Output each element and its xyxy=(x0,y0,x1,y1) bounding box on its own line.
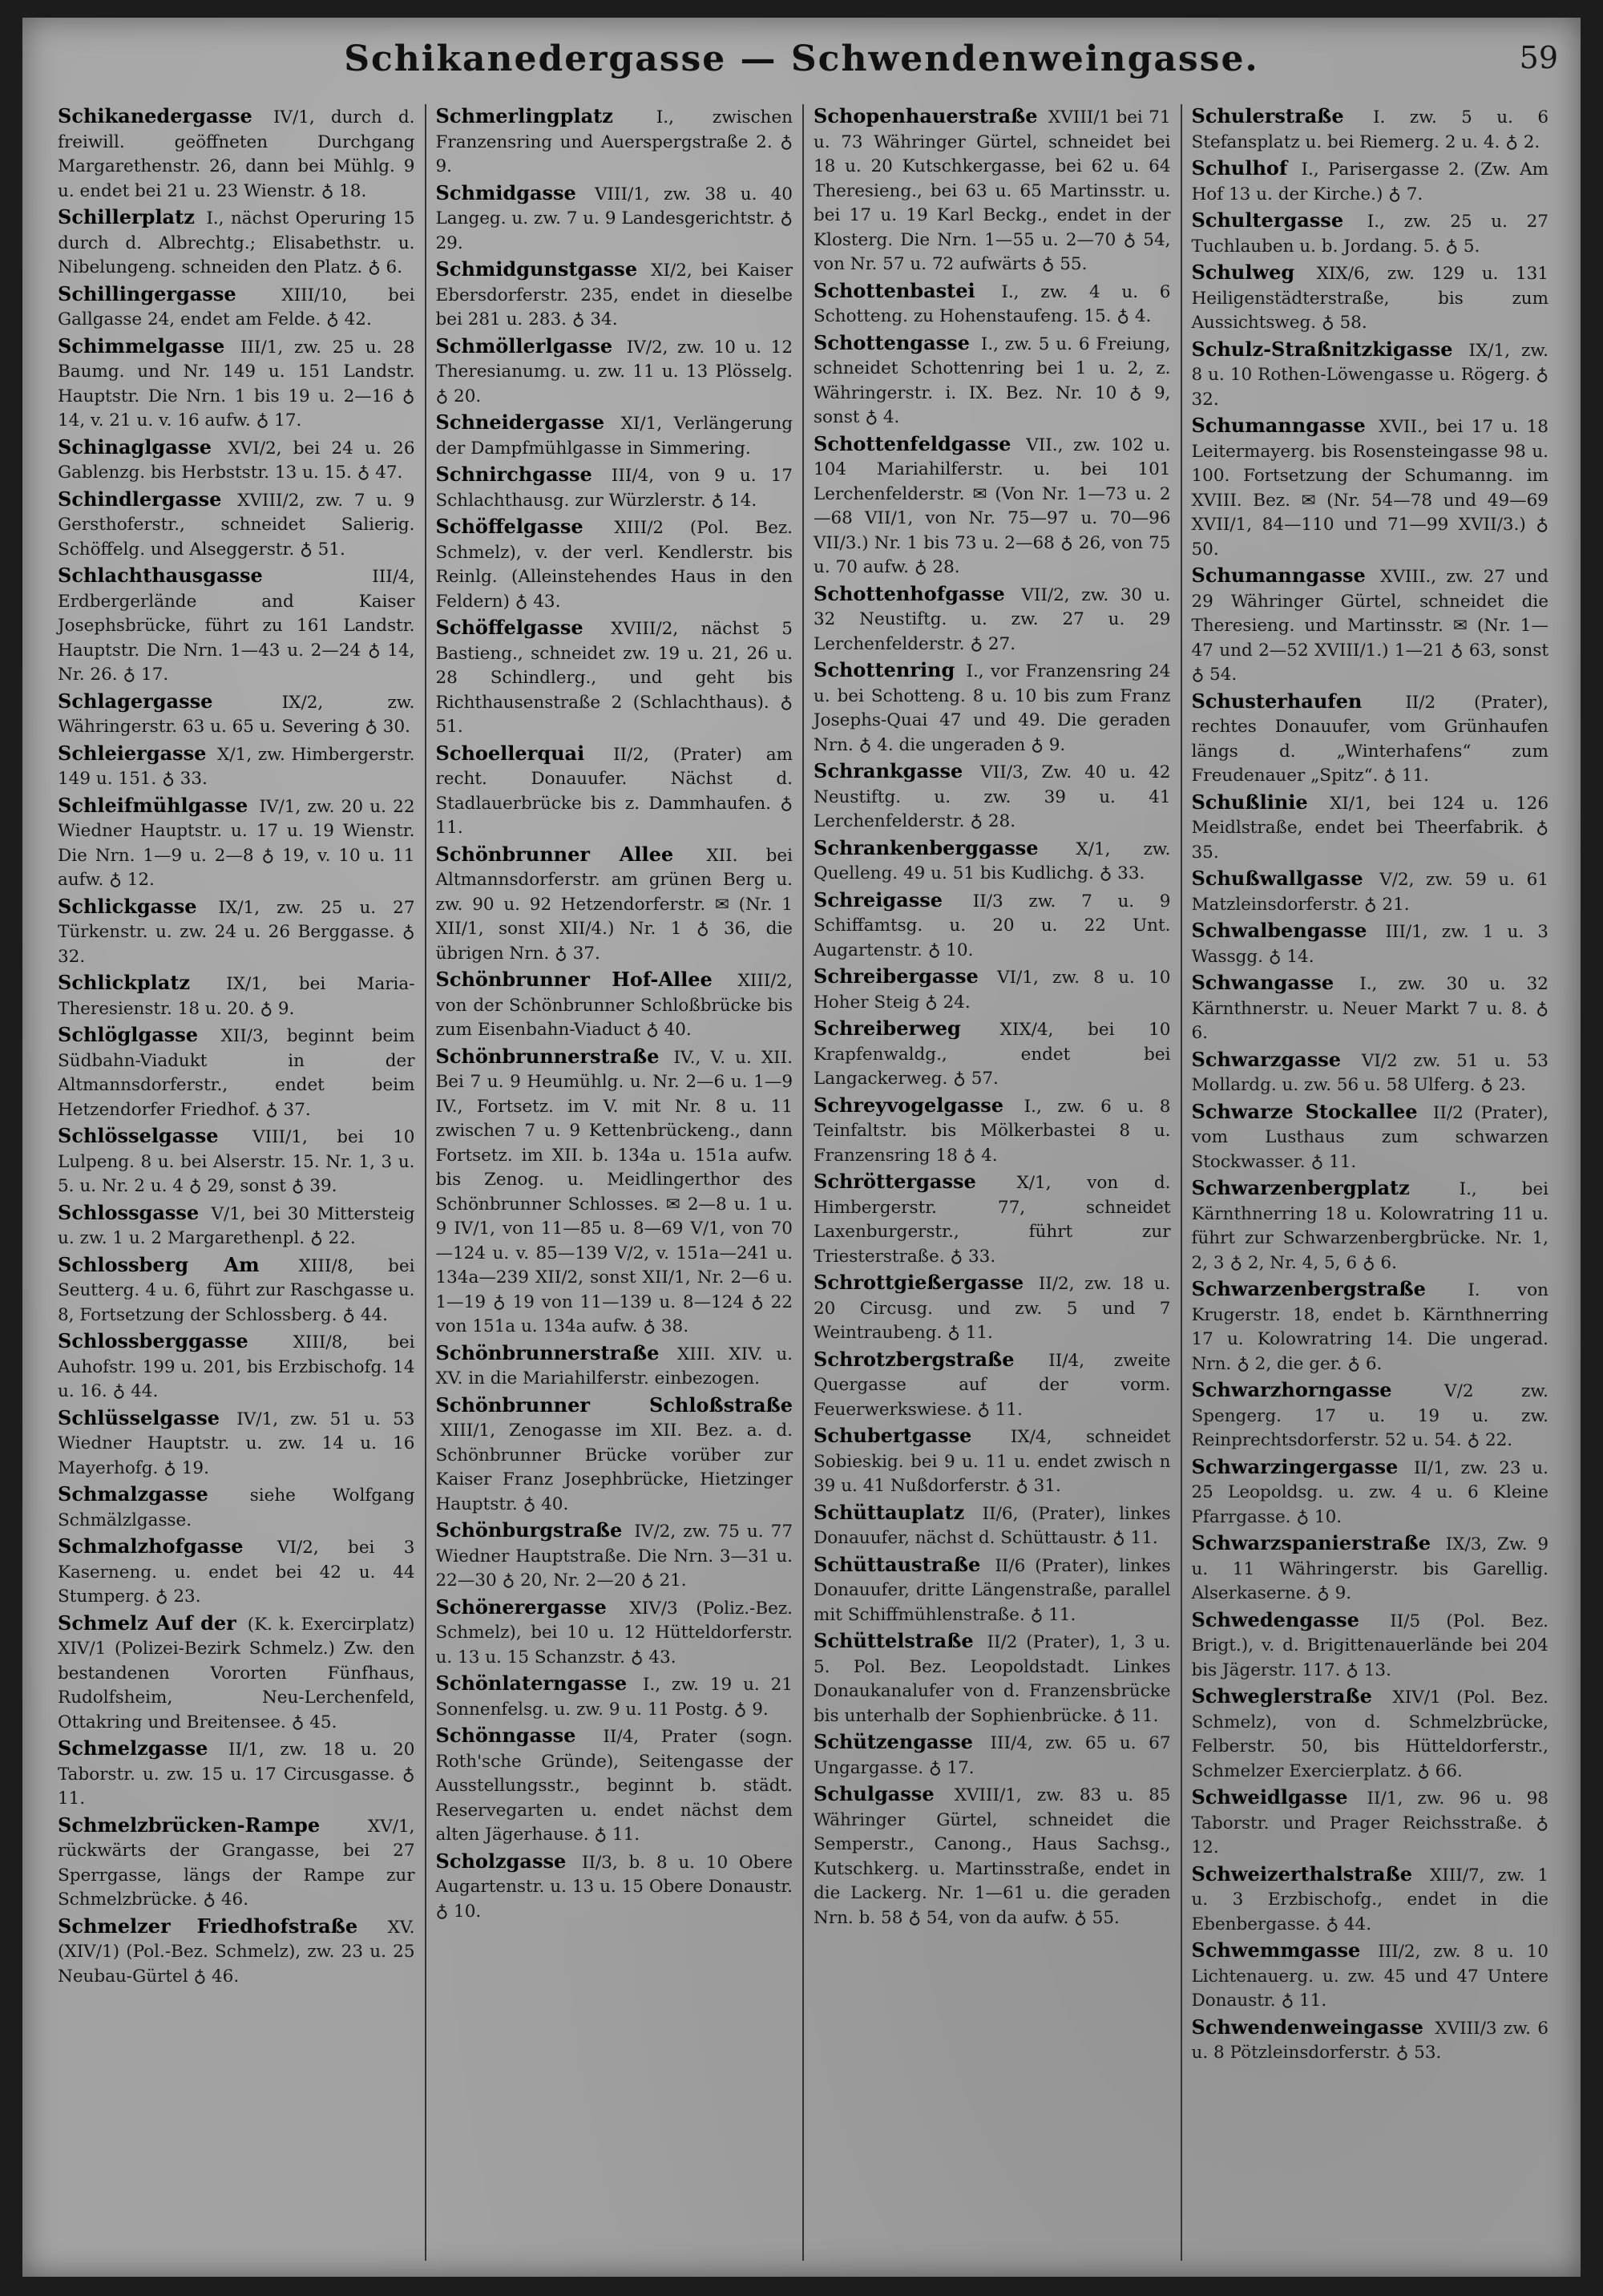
street-name: Schrankenberggasse xyxy=(814,835,1039,859)
street-entry xyxy=(436,843,793,967)
street-name: Schwalbengasse xyxy=(1191,919,1367,942)
street-name: Schwarzenbergstraße xyxy=(1191,1277,1426,1300)
street-description: II/2, (Prater) am recht. Donauufer. Nächst d. Stadlauerbrücke bis z. Dammhaufen. ♁ 11. xyxy=(435,744,793,838)
street-description: IX/1, zw. 8 u. 10 Rothen-Löwengasse u. Rögerg. ♁ 32. xyxy=(1191,340,1548,410)
street-description: IV/2, zw. 10 u. 12 Theresianumg. u. zw. 11 u. 13 Plösselg. ♁ 20. xyxy=(435,337,793,406)
street-name: Schottenring xyxy=(814,658,955,681)
street-description: IX/2, zw. Währingerstr. 63 u. 65 u. Severing ♁ 30. xyxy=(58,692,415,737)
street-entry xyxy=(436,257,793,333)
street-description: XI/1, Verlängerung der Dampfmühlgasse in Simmering. xyxy=(435,414,793,459)
street-name: Schwarzenbergplatz xyxy=(1191,1176,1410,1199)
street-entry xyxy=(1192,261,1549,336)
street-entry xyxy=(814,1553,1171,1628)
street-name: Schulz-Straßnitzkigasse xyxy=(1191,337,1453,361)
street-description: II/4, zweite Quergasse auf der vorm. Feuerwerkswiese. ♁ 11. xyxy=(814,1350,1171,1420)
street-entry xyxy=(1192,971,1549,1046)
street-description: XIV/3 (Poliz.-Bez. Schmelz), bei 10 u. 12 Hütteldorferstr. u. 13 u. 15 Schanzstr. ♁ 43. xyxy=(435,1598,793,1667)
street-description: VI/2 zw. 51 u. 53 Mollardg. u. zw. 56 u. 58 Ulferg. ♁ 23. xyxy=(1191,1050,1548,1095)
street-description: IX/3, Zw. 9 u. 11 Währingerstr. bis Garellig. Alserkaserne. ♁ 9. xyxy=(1191,1534,1548,1603)
street-description: siehe Wolfgang Schmälzlgasse. xyxy=(58,1486,415,1530)
street-entry xyxy=(814,836,1171,887)
street-entry xyxy=(436,1045,793,1340)
street-entry xyxy=(58,1482,415,1533)
street-entry xyxy=(436,742,793,841)
street-name: Schwarzhorngasse xyxy=(1191,1378,1392,1401)
street-description: I., zw. 19 u. 21 Sonnenfelsg. u. zw. 9 u. 11 Postg. ♁ 9. xyxy=(435,1675,793,1720)
street-entry xyxy=(58,205,415,281)
street-description: XVIII/2, zw. 7 u. 9 Gersthoferstr., schneidet Salierig. Schöffelg. und Alseggerstr. ♁ 51. xyxy=(58,490,415,560)
street-name: Schönburgstraße xyxy=(435,1518,623,1542)
street-name: Schottenbastei xyxy=(814,278,975,302)
page-number: 59 xyxy=(1519,40,1558,75)
street-name: Schmerlingplatz xyxy=(435,104,613,127)
street-name: Schumanngasse xyxy=(1191,564,1366,587)
street-entry xyxy=(1192,2015,1549,2066)
street-description: IX/1, bei Maria-Theresienstr. 18 u. 20. ♁ 9. xyxy=(58,974,415,1019)
street-description: XVIII., zw. 27 und 29 Währinger Gürtel, schneidet die Theresieng. und Martinsstr. ✉ (Nr. 1—47 und 2—52 XVIII/1.) 1—21 ♁ 63, sonst ♁ 54. xyxy=(1191,567,1548,685)
street-entry xyxy=(814,1782,1171,1930)
street-entry xyxy=(1192,919,1549,969)
street-entry xyxy=(1192,1608,1549,1684)
street-description: IV., V. u. XII. Bei 7 u. 9 Heumühlg. u. Nr. 2—6 u. 1—9 IV., Fortsetz. im V. mit Nr. 8 u. 11 zwischen 7 u. 9 Kettenbrückeng., dann Fortsetz. im XII. b. 134a u. 151a aufw. bis Zenog. u. Meidlingerthor des Schönbrunner Schlosses. ✉ 2—8 u. 1 u. 9 IV/1, von 11—85 u. 8—69 V/1, von 70—124 u. v. 85—139 V/2, v. 151a—241 u. 134a—239 XII/2, sonst XII/1, Nr. 2—6 u. 1—19 ♁ 19 von 11—139 u. 8—124 ♁ 22 von 151a u. 134a aufw. ♁ 38. xyxy=(435,1047,793,1336)
street-name: Schinaglgasse xyxy=(58,435,212,459)
street-name: Schweglerstraße xyxy=(1191,1684,1372,1708)
street-name: Schlossberg Am xyxy=(58,1252,260,1276)
street-entry xyxy=(58,794,415,893)
street-entry xyxy=(814,759,1171,835)
street-name: Schönlaterngasse xyxy=(435,1671,628,1695)
street-name: Schönngasse xyxy=(435,1724,576,1747)
street-name: Schlagergasse xyxy=(58,689,213,713)
street-entry xyxy=(814,1271,1171,1346)
street-name: Schlüsselgasse xyxy=(58,1405,220,1429)
street-name: Schumanngasse xyxy=(1191,414,1366,437)
street-name: Schnirchgasse xyxy=(435,463,592,486)
street-entry xyxy=(1192,1862,1549,1938)
column-3 xyxy=(802,104,1181,2261)
street-entry xyxy=(436,616,793,740)
street-entry xyxy=(814,582,1171,657)
street-name: Schillingergasse xyxy=(58,281,236,305)
street-name: Schweidlgasse xyxy=(1191,1785,1348,1809)
street-description: VIII/1, zw. 38 u. 40 Langeg. u. zw. 7 u. 9 Landesgerichtstr. ♁ 29. xyxy=(435,184,793,253)
street-description: II/2 (Prater), 1, 3 u. 5. Pol. Bez. Leopoldstadt. Linkes Donaukanalufer von d. Franzensbrücke bis unterhalb der Sophienbrücke. ♁ 11. xyxy=(814,1632,1171,1726)
street-entry xyxy=(436,1393,793,1518)
street-name: Schottengasse xyxy=(814,330,970,354)
street-description: XIX/4, bei 10 Krapfenwaldg., endet bei Langackerweg. ♁ 57. xyxy=(814,1020,1171,1089)
street-description: XVII., bei 17 u. 18 Leitermayerg. bis Rosensteingasse 98 u. 100. Fortsetzung der Schumanng. im XVIII. Bez. ✉ (Nr. 54—78 und 49—69 XVII/1, 84—110 und 71—99 XVII/3.) ♁ 50. xyxy=(1191,417,1548,560)
street-entry xyxy=(58,1534,415,1610)
street-entry xyxy=(1192,156,1549,207)
street-entry xyxy=(814,104,1171,277)
street-description: V/1, bei 30 Mittersteig u. zw. 1 u. 2 Margarethenpl. ♁ 22. xyxy=(58,1203,415,1248)
street-name: Schönbrunner Allee xyxy=(435,842,674,866)
street-columns xyxy=(48,104,1558,2261)
street-entry xyxy=(436,1518,793,1594)
street-name: Schönbrunnerstraße xyxy=(435,1340,660,1364)
street-entry xyxy=(1192,790,1549,866)
street-description: I., zw. 5 u. 6 Freiung, schneidet Schottenring bei 1 u. 2, z. Währingerstr. i. IX. Bez. Nr. 10 ♁ 9, sonst ♁ 4. xyxy=(814,333,1171,427)
street-name: Schüttelstraße xyxy=(814,1629,974,1652)
street-entry xyxy=(58,487,415,563)
street-description: I., zwischen Franzensring und Auerspergstraße 2. ♁ 9. xyxy=(435,107,793,176)
column-1 xyxy=(48,104,425,2261)
street-description: II/1, zw. 96 u. 98 Taborstr. und Prager Reichsstraße. ♁ 12. xyxy=(1191,1789,1548,1857)
street-name: Schreyvogelgasse xyxy=(814,1093,1003,1117)
street-entry xyxy=(814,1730,1171,1781)
street-description: I., bei Kärnthnerring 18 u. Kolowratring 11 u. führt zur Schwarzenbergbrücke. Nr. 1, 2, 3 ♁ 2, Nr. 4, 5, 6 ♁ 6. xyxy=(1191,1179,1548,1273)
street-description: (K. k. Exercirplatz) XIV/1 (Polizei-Bezirk Schmelz.) Zw. den bestandenen Vororten Fünfhaus, Rudolfsheim, Neu-Lerchenfeld, Ottakring und Breitensee. ♁ 45. xyxy=(58,1614,415,1732)
street-name: Schweizerthalstraße xyxy=(1191,1861,1412,1886)
street-description: V/2, zw. 59 u. 61 Matzleinsdorferstr. ♁ 21. xyxy=(1191,870,1548,915)
street-description: XI/2, bei Kaiser Ebersdorferstr. 235, endet in dieselbe bei 281 u. 283. ♁ 34. xyxy=(435,261,793,329)
street-entry xyxy=(1192,1455,1549,1530)
street-entry xyxy=(1192,1048,1549,1098)
street-entry xyxy=(814,1424,1171,1499)
street-name: Schüttauplatz xyxy=(814,1500,965,1524)
street-name: Schmalzhofgasse xyxy=(58,1534,244,1558)
street-entry xyxy=(58,1736,415,1812)
street-name: Schußwallgasse xyxy=(1191,867,1363,890)
street-name: Schikanedergasse xyxy=(58,104,252,127)
street-name: Schlachthausgasse xyxy=(58,564,263,587)
street-name: Schmelzbrücken-Rampe xyxy=(58,1813,321,1837)
street-entry xyxy=(1192,1785,1549,1861)
street-description: XI/1, bei 124 u. 126 Meidlstraße, endet bei Theerfabrik. ♁ 35. xyxy=(1191,793,1548,863)
street-name: Schulgasse xyxy=(814,1782,935,1805)
street-name: Schwarzgasse xyxy=(1191,1047,1342,1071)
street-description: XV. (XIV/1) (Pol.-Bez. Schmelz), zw. 23 u. 25 Neubau-Gürtel ♁ 46. xyxy=(58,1917,415,1987)
street-description: X/1, zw. Quelleng. 49 u. 51 bis Kudlichg. ♁ 33. xyxy=(814,839,1171,883)
street-entry xyxy=(436,1595,793,1671)
street-name: Schmidgasse xyxy=(435,180,576,204)
street-name: Schwendenweingasse xyxy=(1191,2015,1423,2039)
street-entry xyxy=(1192,1684,1549,1784)
street-entry xyxy=(58,104,415,204)
street-name: Schwemmgasse xyxy=(1191,1938,1361,1962)
street-name: Schmelzgasse xyxy=(58,1736,208,1760)
street-name: Schmöllerlgasse xyxy=(435,333,613,358)
street-description: VII/2, zw. 30 u. 32 Neustiftg. u. zw. 27 u. 29 Lerchenfelderstr. ♁ 27. xyxy=(814,584,1171,654)
street-description: I., vor Franzensring 24 u. bei Schotteng. 8 u. 10 bis zum Franz Josephs-Quai 47 und 49. Die geraden Nrn. ♁ 4. die ungeraden ♁ 9. xyxy=(814,661,1171,755)
street-name: Schlossberggasse xyxy=(58,1329,248,1352)
street-entry xyxy=(814,1093,1171,1169)
street-description: III/1, zw. 1 u. 3 Wassgg. ♁ 14. xyxy=(1191,922,1548,967)
street-entry xyxy=(58,282,415,333)
street-description: XVIII/3 zw. 6 u. 8 Pötzleinsdorferstr. ♁ 53. xyxy=(1191,2018,1548,2063)
street-description: XVIII/1 bei 71 u. 73 Währinger Gürtel, schneidet bei 18 u. 20 Kutschkergasse, bei 62 u. 64 Theresieng., bei 63 u. 65 Martinsstr. u. bei 17 u. 19 Karl Beckg., endet in der Klosterg. Die Nrn. 1—55 u. 2—70 ♁ 54, von Nr. 57 u. 72 aufwärts ♁ 55. xyxy=(814,107,1171,274)
page-header xyxy=(22,38,1581,87)
street-description: IV/1, zw. 51 u. 53 Wiedner Hauptstr. u. zw. 14 u. 16 Mayerhofg. ♁ 19. xyxy=(58,1409,415,1478)
directory-page xyxy=(22,18,1581,2277)
street-entry xyxy=(58,1406,415,1481)
street-description: I., nächst Operuring 15 durch d. Albrechtg.; Elisabethstr. u. Nibelungeng. schneiden den Platz. ♁ 6. xyxy=(58,208,415,277)
street-description: III/4, zw. 65 u. 67 Ungargasse. ♁ 17. xyxy=(814,1733,1171,1778)
street-entry xyxy=(436,1724,793,1848)
street-entry xyxy=(1192,689,1549,789)
street-name: Scholzgasse xyxy=(435,1849,567,1873)
street-name: Schimmelgasse xyxy=(58,333,225,358)
street-entry xyxy=(814,964,1171,1015)
street-name: Schoellerquai xyxy=(435,741,585,765)
street-entry xyxy=(814,1017,1171,1092)
street-entry xyxy=(1192,104,1549,155)
street-name: Schmelzer Friedhofstraße xyxy=(58,1914,358,1938)
street-entry xyxy=(58,564,415,688)
street-name: Schulerstraße xyxy=(1191,104,1344,127)
street-description: XIV/1 (Pol. Bez. Schmelz), von d. Schmelzbrücke, Felberstr. 50, bis Hütteldorferstr., Schmelzer Exercierplatz. ♁ 66. xyxy=(1191,1688,1548,1781)
street-name: Schwarzingergasse xyxy=(1191,1454,1399,1478)
street-entry xyxy=(1192,1100,1549,1175)
street-name: Schusterhaufen xyxy=(1191,689,1363,713)
street-name: Schußlinie xyxy=(1191,790,1308,814)
street-entry xyxy=(58,1124,415,1199)
street-description: VI/1, zw. 8 u. 10 Hoher Steig ♁ 24. xyxy=(814,968,1171,1013)
street-entry xyxy=(436,515,793,614)
street-description: I., zw. 6 u. 8 Teinfaltstr. bis Mölkerbastei 8 u. Franzensring 18 ♁ 4. xyxy=(814,1096,1171,1166)
street-entry xyxy=(814,1170,1171,1269)
street-name: Schleiergasse xyxy=(58,741,207,765)
street-name: Schönerergasse xyxy=(435,1595,607,1619)
street-description: XVI/2, bei 24 u. 26 Gablenzg. bis Herbststr. 13 u. 15. ♁ 47. xyxy=(58,438,415,483)
street-entry xyxy=(814,1629,1171,1728)
street-name: Schrotzbergstraße xyxy=(814,1347,1015,1371)
street-name: Schwedengasse xyxy=(1191,1607,1359,1631)
street-entry xyxy=(1192,867,1549,917)
street-entry xyxy=(58,971,415,1021)
street-name: Schmelz Auf der xyxy=(58,1611,236,1635)
street-description: IV/1, durch d. freiwill. geöffneten Durchgang Margarethenstr. 26, dann bei Mühlg. 9 u. endet bei 21 u. 23 Wienstr. ♁ 18. xyxy=(58,107,415,201)
street-description: II/1, zw. 23 u. 25 Leopoldsg. u. zw. 4 u. 6 Kleine Pfarrgasse. ♁ 10. xyxy=(1191,1457,1548,1527)
street-name: Schlösselgasse xyxy=(58,1124,219,1147)
street-entry xyxy=(814,658,1171,758)
street-description: XIII/8, bei Seutterg. 4 u. 6, führt zur Raschgasse u. 8, Fortsetzung der Schlossberg. ♁ 44. xyxy=(58,1255,415,1325)
street-name: Schottenhofgasse xyxy=(814,581,1005,605)
street-entry xyxy=(58,435,415,486)
street-description: XIII/2, von der Schönbrunner Schloßbrücke bis zum Eisenbahn-Viaduct ♁ 40. xyxy=(435,971,793,1040)
street-description: IX/1, zw. 25 u. 27 Türkenstr. u. zw. 24 u. 26 Berggasse. ♁ 32. xyxy=(58,897,415,967)
street-description: IV/2, zw. 75 u. 77 Wiedner Hauptstraße. Die Nrn. 3—31 u. 22—30 ♁ 20, Nr. 2—20 ♁ 21. xyxy=(435,1522,793,1591)
street-name: Schützengasse xyxy=(814,1730,973,1753)
street-entry xyxy=(1192,338,1549,413)
street-name: Schubertgasse xyxy=(814,1424,972,1447)
street-entry xyxy=(1192,1531,1549,1607)
street-description: XII. bei Altmannsdorferstr. am grünen Berg u. zw. 90 u. 92 Hetzendorferstr. ✉ (Nr. 1 XII/1, sonst XII/4.) Nr. 1 ♁ 36, die übrigen Nrn. ♁ 37. xyxy=(435,845,793,964)
street-name: Schönbrunner Schloßstraße xyxy=(435,1393,793,1417)
street-name: Schindlergasse xyxy=(58,487,222,511)
street-entry xyxy=(58,895,415,970)
street-description: XIII/1, Zenogasse im XII. Bez. a. d. Schönbrunner Brücke vorüber zur Kaiser Franz Josephbrücke, Hietzinger Hauptstr. ♁ 40. xyxy=(435,1421,793,1514)
street-name: Schreigasse xyxy=(814,887,943,912)
street-description: XVIII/1, zw. 83 u. 85 Währinger Gürtel, schneidet die Semperstr., Canong., Haus Sachsg., Kutschkerg. u. Martinsstraße, endet in die Lackerg. Nr. 1—61 u. die geraden Nrn. b. 58 ♁ 54, von da aufw. ♁ 55. xyxy=(814,1785,1171,1928)
street-name: Schöffelgasse xyxy=(435,515,583,538)
page-title: Schikanedergasse — Schwendenweingasse. xyxy=(344,38,1259,79)
street-name: Schleifmühlgasse xyxy=(58,793,248,817)
street-name: Schwarzspanierstraße xyxy=(1191,1531,1431,1554)
street-description: VII., zw. 102 u. 104 Mariahilferstr. u. bei 101 Lerchenfelderstr. ✉ (Von Nr. 1—73 u. 2—68 VII/1, von Nr. 75—97 u. 70—96 VII/3.) Nr. 1 bis 73 u. 2—68 ♁ 26, von 75 u. 70 aufw. ♁ 28. xyxy=(814,435,1171,577)
street-description: I., zw. 4 u. 6 Schotteng. zu Hohenstaufeng. 15. ♁ 4. xyxy=(814,281,1171,326)
street-name: Schmidgunstgasse xyxy=(435,257,638,281)
street-description: XIII. XIV. u. XV. in die Mariahilferstr. einbezogen. xyxy=(435,1344,793,1389)
street-entry xyxy=(1192,1378,1549,1453)
street-description: II/2, zw. 18 u. 20 Circusg. und zw. 5 und 7 Weintraubeng. ♁ 11. xyxy=(814,1274,1171,1343)
street-name: Schröttergasse xyxy=(814,1170,976,1193)
street-description: I., Parisergasse 2. (Zw. Am Hof 13 u. der Kirche.) ♁ 7. xyxy=(1191,160,1548,204)
street-name: Schönbrunner Hof-Allee xyxy=(435,968,713,991)
street-description: X/1, von d. Himbergerstr. 77, schneidet Laxenburgerstr., führt zur Triesterstraße. ♁ 33. xyxy=(814,1173,1171,1267)
street-entry xyxy=(58,1813,415,1913)
street-entry xyxy=(436,1849,793,1925)
street-name: Schlickplatz xyxy=(58,971,191,994)
street-description: XV/1, rückwärts der Grangasse, bei 27 Sperrgasse, längs der Rampe zur Schmelzbrücke. ♁ 46. xyxy=(58,1816,415,1910)
street-description: III/2, zw. 8 u. 10 Lichtenauerg. u. zw. 45 und 47 Untere Donaustr. ♁ 11. xyxy=(1191,1942,1548,2011)
street-description: VI/2, bei 3 Kaserneng. u. endet bei 42 u. 44 Stumperg. ♁ 23. xyxy=(58,1538,415,1607)
street-name: Schrottgießergasse xyxy=(814,1271,1024,1294)
street-description: IX/4, schneidet Sobieskig. bei 9 u. 11 u. endet zwisch n 39 u. 41 Nußdorferstr. ♁ 31. xyxy=(814,1427,1171,1496)
street-name: Schwarze Stockallee xyxy=(1191,1099,1418,1123)
street-entry xyxy=(58,1611,415,1736)
street-description: II/6 (Prater), linkes Donauufer, dritte Längenstraße, parallel mit Schiffmühlenstraße. ♁ 11. xyxy=(814,1555,1171,1625)
street-entry xyxy=(1192,564,1549,688)
street-entry xyxy=(814,1348,1171,1423)
street-name: Schreiberweg xyxy=(814,1017,961,1040)
street-description: XIII/2 (Pol. Bez. Schmelz), v. der verl. Kendlerstr. bis Reinlg. (Alleinstehendes Haus in den Feldern) ♁ 43. xyxy=(435,518,793,612)
street-name: Schneidergasse xyxy=(435,410,605,434)
street-name: Schopenhauerstraße xyxy=(814,104,1038,127)
street-description: II/2 (Prater), vom Lusthaus zum schwarzen Stockwasser. ♁ 11. xyxy=(1191,1102,1548,1172)
street-name: Schillerplatz xyxy=(58,205,195,228)
street-name: Schmalzgasse xyxy=(58,1482,208,1506)
street-entry xyxy=(1192,414,1549,562)
street-entry xyxy=(436,410,793,461)
street-entry xyxy=(1192,1938,1549,2014)
street-entry xyxy=(1192,1277,1549,1376)
street-name: Schottenfeldgasse xyxy=(814,431,1011,455)
street-name: Schöffelgasse xyxy=(435,616,583,639)
street-entry xyxy=(814,888,1171,964)
street-description: III/4, Erdbergerlände and Kaiser Josephsbrücke, führt zu 161 Landstr. Hauptstr. Die Nrn. 1—43 u. 2—24 ♁ 14, Nr. 26. ♁ 17. xyxy=(58,567,415,685)
street-name: Schulhof xyxy=(1191,156,1288,180)
street-entry xyxy=(436,1671,793,1722)
street-description: II/5 (Pol. Bez. Brigt.), v. d. Brigittenauerlände bei 204 bis Jägerstr. 117. ♁ 13. xyxy=(1191,1611,1548,1680)
street-description: I. von Krugerstr. 18, endet b. Kärnthnerring 17 u. Kolowratring 14. Die ungerad. Nrn. ♁ 2, die ger. ♁ 6. xyxy=(1191,1280,1548,1374)
street-name: Schüttaustraße xyxy=(814,1552,981,1576)
street-description: XIII/8, bei Auhofstr. 199 u. 201, bis Erzbischofg. 14 u. 16. ♁ 44. xyxy=(58,1332,415,1401)
street-entry xyxy=(436,463,793,513)
street-description: II/3 zw. 7 u. 9 Schiffamtsg. u. 20 u. 22 Unt. Augartenstr. ♁ 10. xyxy=(814,891,1171,960)
street-entry xyxy=(436,1341,793,1392)
street-description: IV/1, zw. 20 u. 22 Wiedner Hauptstr. u. 17 u. 19 Wienstr. Die Nrn. 1—9 u. 2—8 ♁ 19, v. 10 u. 11 aufw. ♁ 12. xyxy=(58,796,415,890)
street-description: XIII/7, zw. 1 u. 3 Erzbischofg., endet in die Ebenbergasse. ♁ 44. xyxy=(1191,1865,1549,1934)
street-name: Schwangasse xyxy=(1191,971,1334,994)
street-name: Schlossgasse xyxy=(58,1200,200,1224)
street-entry xyxy=(58,334,415,434)
street-name: Schlickgasse xyxy=(58,894,197,918)
column-2 xyxy=(425,104,803,2261)
street-entry xyxy=(58,689,415,740)
street-description: XIX/6, zw. 129 u. 131 Heiligenstädterstraße, bis zum Aussichtsweg. ♁ 58. xyxy=(1191,264,1548,333)
street-description: V/2 zw. Spengerg. 17 u. 19 u. zw. Reinprechtsdorferstr. 52 u. 54. ♁ 22. xyxy=(1191,1381,1548,1450)
street-entry xyxy=(1192,208,1549,259)
street-name: Schreibergasse xyxy=(814,964,979,988)
street-entry xyxy=(1192,1176,1549,1275)
street-entry xyxy=(58,742,415,792)
street-entry xyxy=(814,331,1171,430)
column-4 xyxy=(1181,104,1559,2261)
street-name: Schulweg xyxy=(1191,261,1295,284)
street-entry xyxy=(814,432,1171,580)
street-description: VIII/1, bei 10 Lulpeng. 8 u. bei Alserstr. 15. Nr. 1, 3 u. 5. u. Nr. 2 u. 4 ♁ 29, sonst ♁ 39. xyxy=(58,1127,415,1196)
street-entry xyxy=(58,1329,415,1405)
street-entry xyxy=(814,279,1171,329)
street-description: II/1, zw. 18 u. 20 Taborstr. u. zw. 15 u. 17 Circusgasse. ♁ 11. xyxy=(58,1740,415,1809)
street-description: VII/3, Zw. 40 u. 42 Neustiftg. u. zw. 39 u. 41 Lerchenfelderstr. ♁ 28. xyxy=(814,762,1171,831)
street-entry xyxy=(814,1501,1171,1551)
street-name: Schultergasse xyxy=(1191,208,1344,232)
street-description: III/1, zw. 25 u. 28 Baumg. und Nr. 149 u. 151 Landstr. Hauptstr. Die Nrn. 1 bis 19 u. 2—16 ♁ 14, v. 21 u. v. 16 aufw. ♁ 17. xyxy=(58,337,415,430)
street-description: I., zw. 25 u. 27 Tuchlauben u. b. Jordang. 5. ♁ 5. xyxy=(1191,212,1548,257)
street-entry xyxy=(58,1023,415,1122)
street-entry xyxy=(436,104,793,180)
street-entry xyxy=(436,968,793,1043)
street-description: II/6, (Prater), linkes Donauufer, nächst d. Schüttaustr. ♁ 11. xyxy=(814,1503,1171,1548)
street-name: Schrankgasse xyxy=(814,759,963,782)
street-description: XII/3, beginnt beim Südbahn-Viadukt in der Altmannsdorferstr., endet beim Hetzendorfer Friedhof. ♁ 37. xyxy=(58,1026,415,1120)
street-description: II/4, Prater (sogn. Roth'sche Gründe), Seitengasse der Ausstellungsstr., beginnt b. städt. Reservegarten u. endet nächst dem alten Jägerhause. ♁ 11. xyxy=(435,1727,793,1845)
street-entry xyxy=(436,334,793,410)
street-name: Schlöglgasse xyxy=(58,1023,199,1046)
street-entry xyxy=(436,181,793,257)
street-description: XIII/10, bei Gallgasse 24, endet am Felde. ♁ 42. xyxy=(58,285,415,329)
street-description: III/4, von 9 u. 17 Schlachthausg. zur Würzlerstr. ♁ 14. xyxy=(435,466,793,511)
street-entry xyxy=(58,1201,415,1251)
street-description: X/1, zw. Himbergerstr. 149 u. 151. ♁ 33. xyxy=(58,744,415,789)
street-description: II/3, b. 8 u. 10 Obere Augartenstr. u. 13 u. 15 Obere Donaustr. ♁ 10. xyxy=(435,1852,793,1922)
street-description: XVIII/2, nächst 5 Bastieng., schneidet zw. 19 u. 21, 26 u. 28 Schindlerg., und geht bis Richthausenstraße 2 (Schlachthaus). ♁ 51. xyxy=(435,619,793,737)
street-description: I. zw. 5 u. 6 Stefansplatz u. bei Riemerg. 2 u. 4. ♁ 2. xyxy=(1191,107,1548,152)
street-entry xyxy=(58,1253,415,1328)
street-description: I., zw. 30 u. 32 Kärnthnerstr. u. Neuer Markt 7 u. 8. ♁ 6. xyxy=(1191,974,1548,1043)
street-entry xyxy=(58,1914,415,1990)
street-name: Schönbrunnerstraße xyxy=(435,1044,660,1068)
street-description: II/2 (Prater), rechtes Donauufer, vom Grünhaufen längs d. „Winterhafens“ zum Freudenauer „Spitz“. ♁ 11. xyxy=(1191,692,1548,786)
